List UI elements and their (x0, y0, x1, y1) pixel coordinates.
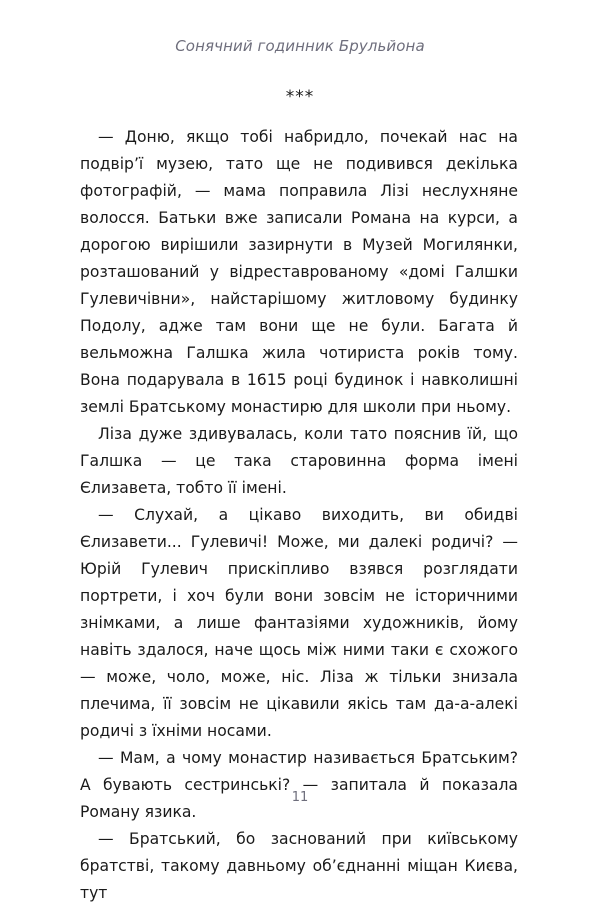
page-number: 11 (291, 790, 309, 805)
section-separator: *** (285, 87, 315, 107)
paragraph-5: — Братський, бо заснований при київському братстві, такому давньому об’єднанні міщан Києва, тут (80, 830, 518, 902)
running-header-title: Сонячний годинник Брульйона (175, 37, 425, 55)
paragraph-1: — Доню, якщо тобі набридло, почекай нас на подвір’ї музею, тато ще не подивився декілька фотографій, — мама поправила Лізі неслухняне волосся. Батьки вже записали Романа на курси, а дорогою вирішили зазирнути в Музей Могилянки, розташований у відреставрованому «домі Галшки Гулевичівни», найстарішому житловому будинку Подолу, адже там вони ще не були. Багата й вельможна Галшка жила чотириста років тому. Вона подарувала в 1615 році будинок і навколишні землі Братському монастирю для школи при ньому. (80, 128, 518, 416)
paragraph-3: — Слухай, а цікаво виходить, ви обидві Єлизавети... Гулевичі! Може, ми далекі родичі? — Юрій Гулевич прискіпливо взявся розглядати портрети, і хоч були вони зовсім не історичними знімками, а лише фантазіями художників, йому навіть здалося, наче щось між ними таки є схожого — може, чоло, може, ніс. Ліза ж тільки знизала плечима, її зовсім не цікавили якісь там да-а-алекі родичі з їхніми носами. (80, 506, 518, 740)
paragraph-4: — Мам, а чому монастир називається Братським? А бувають сестринські? — запитала й показала Роману язика. (80, 749, 518, 821)
paragraph-2: Ліза дуже здивувалась, коли тато пояснив їй, що Галшка — це така старовинна форма імені Єлизавета, тобто її імені. (80, 425, 518, 497)
